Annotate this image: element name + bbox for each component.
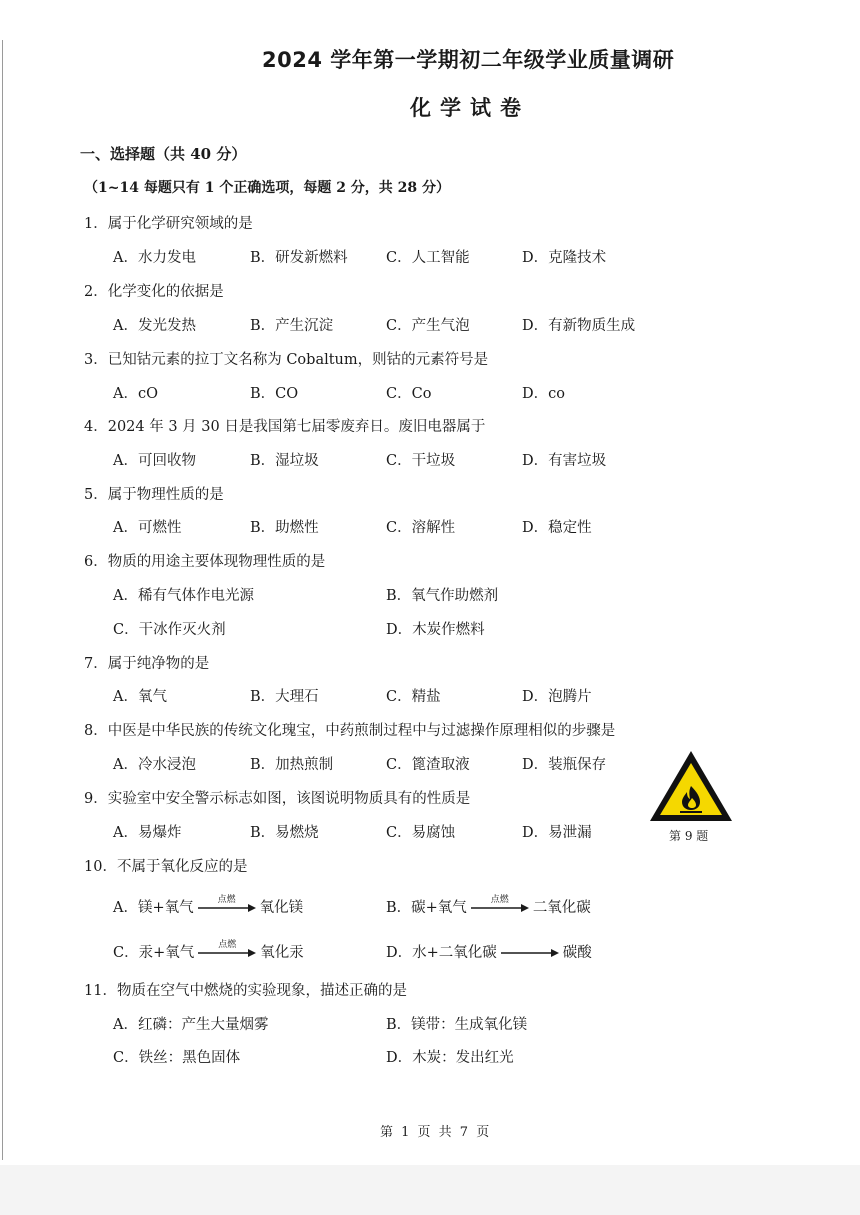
q7-option-b: B．大理石 (250, 689, 319, 705)
q4-option-c: C．干垃圾 (386, 453, 456, 469)
question-8: 8．中医是中华民族的传统文化瑰宝，中药煎制过程中与过滤操作原理相似的步骤是 (84, 723, 616, 739)
q11-option-b: B．镁带：生成氧化镁 (386, 1017, 528, 1033)
q7-option-a: A．氧气 (113, 689, 167, 705)
question-11: 11．物质在空气中燃烧的实验现象，描述正确的是 (84, 983, 407, 999)
question-9: 9．实验室中安全警示标志如图，该图说明物质具有的性质是 (84, 791, 471, 807)
reaction-arrow (501, 948, 559, 958)
reaction-letter: A． (113, 900, 138, 916)
q8-option-d: D．装瓶保存 (522, 757, 607, 773)
q5-option-d: D．稳定性 (522, 520, 592, 536)
question-10: 10．不属于氧化反应的是 (84, 859, 248, 875)
q7-option-c: C．精盐 (386, 689, 441, 705)
q3-option-a: A．cO (113, 386, 158, 402)
q10-option-b (386, 896, 591, 917)
q3-option-d: D．co (522, 386, 565, 402)
q6-option-d: D．木炭作燃料 (386, 622, 485, 638)
question-6: 6．物质的用途主要体现物理性质的是 (84, 554, 326, 570)
reaction-arrow (198, 895, 256, 913)
reaction-condition: 点燃 (217, 895, 236, 905)
q4-option-b: B．湿垃圾 (250, 453, 319, 469)
q6-option-c: C．干冰作灭火剂 (113, 622, 226, 638)
question-2: 2．化学变化的依据是 (84, 284, 224, 300)
q5-option-b: B．助燃性 (250, 520, 319, 536)
q9-option-a: A．易爆炸 (113, 825, 182, 841)
q10-option-c (113, 941, 304, 962)
section-heading: 一、选择题（共 40 分） (80, 145, 247, 163)
question-3: 3．已知钴元素的拉丁文名称为 Cobaltum，则钴的元素符号是 (84, 352, 489, 368)
reaction-arrow (198, 940, 256, 958)
q2-option-c: C．产生气泡 (386, 318, 470, 334)
figure-caption: 第 9 题 (669, 829, 709, 843)
reaction-reactants: 碳+氧气 (411, 900, 467, 916)
q9-option-b: B．易燃烧 (250, 825, 319, 841)
reaction-reactants: 汞+氧气 (138, 945, 195, 961)
question-4: 4．2024 年 3 月 30 日是我国第七届零废弃日。废旧电器属于 (84, 419, 486, 435)
left-margin-line (2, 40, 3, 1160)
q11-option-d: D．木炭：发出红光 (386, 1050, 514, 1066)
reaction-arrow (471, 895, 529, 913)
reaction-product: 二氧化碳 (532, 900, 591, 916)
reaction-letter: C． (113, 945, 139, 961)
reaction-condition: 点燃 (490, 895, 509, 905)
question-5: 5．属于物理性质的是 (84, 487, 224, 503)
q8-option-c: C．篦渣取液 (386, 757, 470, 773)
flammable-warning-icon (648, 748, 734, 824)
q3-option-b: B．CO (250, 386, 299, 402)
reaction-condition: 点燃 (218, 940, 237, 950)
reaction-product: 氧化汞 (260, 945, 304, 961)
q4-option-d: D．有害垃圾 (522, 453, 607, 469)
exam-subtitle: 化学试卷 (410, 96, 530, 120)
q9-option-d: D．易泄漏 (522, 825, 592, 841)
q11-option-c: C．铁丝：黑色固体 (113, 1050, 241, 1066)
q6-option-b: B．氧气作助燃剂 (386, 588, 499, 604)
q2-option-b: B．产生沉淀 (250, 318, 334, 334)
q10-option-a (113, 896, 303, 917)
q11-option-a: A．红磷：产生大量烟雾 (113, 1017, 269, 1033)
q1-option-a: A．水力发电 (113, 250, 196, 266)
q4-option-a: A．可回收物 (113, 453, 196, 469)
reaction-letter: B． (386, 900, 412, 916)
section-note: （1~14 每题只有 1 个正确选项，每题 2 分，共 28 分） (84, 180, 451, 196)
q10-option-d (386, 941, 592, 962)
q2-option-a: A．发光发热 (113, 318, 196, 334)
q7-option-d: D．泡腾片 (522, 689, 592, 705)
bottom-band (0, 1165, 860, 1215)
q5-option-a: A．可燃性 (113, 520, 182, 536)
page-number: 第 1 页 共 7 页 (380, 1125, 492, 1140)
q1-option-d: D．克隆技术 (522, 250, 607, 266)
q3-option-c: C．Co (386, 386, 432, 402)
exam-title: 2024 学年第一学期初二年级学业质量调研 (262, 48, 675, 72)
q9-option-c: C．易腐蚀 (386, 825, 456, 841)
q8-option-b: B．加热煎制 (250, 757, 334, 773)
q1-option-c: C．人工智能 (386, 250, 470, 266)
reaction-reactants: 水+二氧化碳 (412, 945, 497, 961)
question-1: 1．属于化学研究领域的是 (84, 216, 253, 232)
reaction-product: 碳酸 (562, 945, 592, 961)
reaction-reactants: 镁+氧气 (137, 900, 194, 916)
q2-option-d: D．有新物质生成 (522, 318, 636, 334)
reaction-letter: D． (386, 945, 413, 961)
q8-option-a: A．冷水浸泡 (113, 757, 196, 773)
q1-option-b: B．研发新燃料 (250, 250, 348, 266)
q5-option-c: C．溶解性 (386, 520, 456, 536)
reaction-product: 氧化镁 (259, 900, 304, 916)
q6-option-a: A．稀有气体作电光源 (113, 588, 254, 604)
question-7: 7．属于纯净物的是 (84, 656, 210, 672)
